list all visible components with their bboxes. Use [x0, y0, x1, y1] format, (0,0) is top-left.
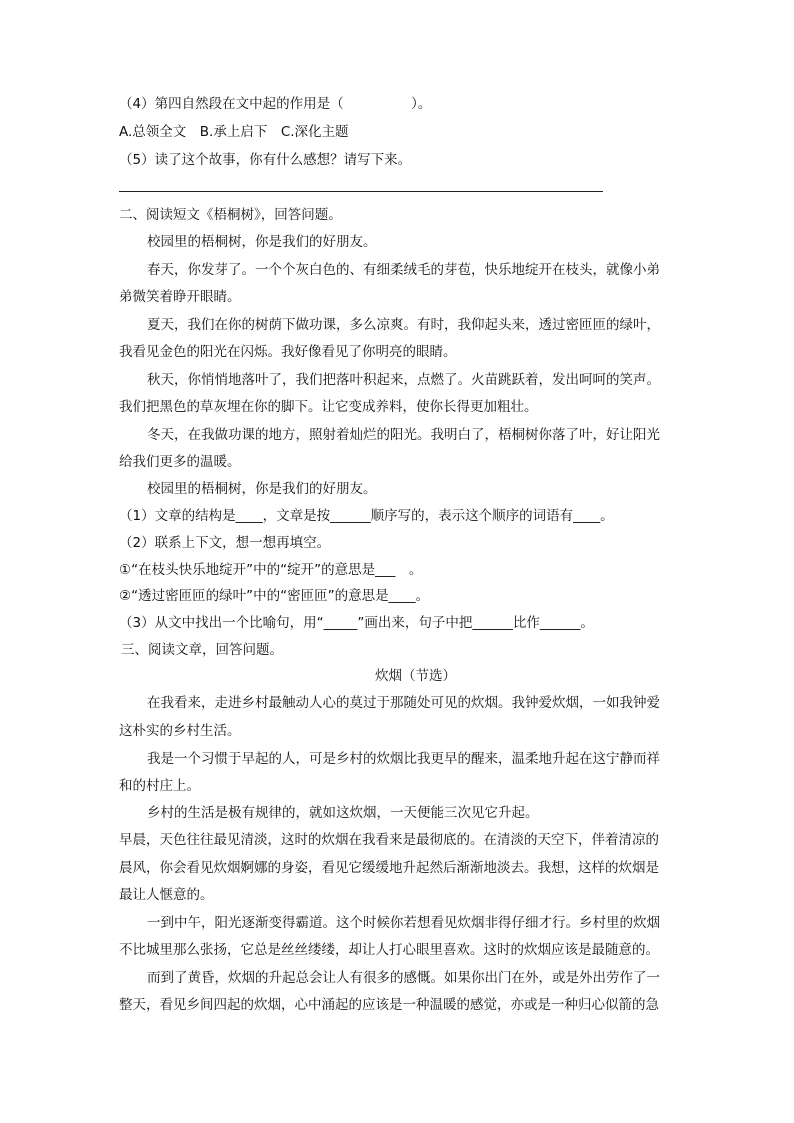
- question-line: ②“透过密匝匝的绿叶”中的“密匝匝”的意思是____。: [119, 588, 430, 604]
- article-title: 炊烟（节选）: [375, 668, 456, 684]
- section2-heading: 二、阅读短文《梧桐树》，回答问题。: [119, 207, 342, 223]
- paragraph-line: 我看见金色的阳光在闪烁。我好像看见了你明亮的眼睛。: [119, 344, 457, 360]
- paragraph-line: 给我们更多的温暖。: [119, 454, 241, 470]
- article-line: 乡村的生活是极有规律的，就如这炊烟，一天便能三次见它升起。: [147, 805, 539, 821]
- article-line: 而到了黄昏，炊烟的升起总会让人有很多的感慨。如果你出门在外，或是外出劳作了一: [147, 970, 660, 986]
- question-line: ①“在枝头快乐地绽开”中的“绽开”的意思是___ 。: [119, 562, 423, 578]
- article-line: 最让人惬意的。: [119, 887, 214, 903]
- paragraph-line: 弟微笑着睁开眼睛。: [119, 289, 241, 305]
- paragraph-line: 夏天，我们在你的树荫下做功课，多么凉爽。有时，我仰起头来，透过密匝匝的绿叶，: [147, 317, 660, 333]
- article-line: 不比城里那么张扬，它总是丝丝缕缕，却让人打心眼里喜欢。这时的炊烟应该是最随意的。: [119, 942, 659, 958]
- article-line: 和的村庄上。: [119, 778, 200, 794]
- q4-options: A.总领全文 B.承上启下 C.深化主题: [119, 124, 349, 140]
- paragraph-line: 校园里的梧桐树，你是我们的好朋友。: [147, 481, 377, 497]
- paragraph-line: 春天，你发芽了。一个个灰白色的、有细柔绒毛的芽苞，快乐地绽开在枝头，就像小弟: [147, 262, 660, 278]
- answer-line: [119, 191, 603, 192]
- paragraph-line: 我们把黑色的草灰埋在你的脚下。让它变成养料，使你长得更加粗壮。: [119, 399, 538, 415]
- paragraph-line: 冬天，在我做功课的地方，照射着灿烂的阳光。我明白了，梧桐树你落了叶，好让阳光: [147, 427, 660, 443]
- question-line: （3）从文中找出一个比喻句，用“_____”画出来，句子中把______比作______。: [119, 615, 594, 631]
- article-line: 我是一个习惯于早起的人，可是乡村的炊烟比我更早的醒来，温柔地升起在这宁静而祥: [147, 751, 660, 767]
- section3-heading: 三、阅读文章，回答问题。: [121, 642, 283, 658]
- article-line: 一到中午，阳光逐渐变得霸道。这个时候你若想看见炊烟非得仔细才行。乡村里的炊烟: [147, 915, 660, 931]
- article-line: 晨风，你会看见炊烟婀娜的身姿，看见它缓缓地升起然后渐渐地淡去。我想，这样的炊烟是: [119, 860, 659, 876]
- article-line: 这朴实的乡村生活。: [119, 723, 241, 739]
- paragraph-line: 秋天，你悄悄地落叶了，我们把落叶积起来，点燃了。火苗跳跃着，发出呵呵的笑声。: [147, 372, 660, 388]
- paragraph-line: 校园里的梧桐树，你是我们的好朋友。: [147, 234, 377, 250]
- q4-text: （4）第四自然段在文中起的作用是（ ）。: [119, 96, 432, 112]
- q5-text: （5）读了这个故事，你有什么感想？请写下来。: [119, 152, 412, 168]
- article-line: 整天，看见乡间四起的炊烟，心中涌起的应该是一种温暖的感觉，亦或是一种归心似箭的急: [119, 997, 659, 1013]
- article-line: 早晨，天色往往最见清淡，这时的炊烟在我看来是最彻底的。在清淡的天空下，伴着清凉的: [119, 832, 659, 848]
- article-line: 在我看来，走进乡村最触动人心的莫过于那随处可见的炊烟。我钟爱炊烟，一如我钟爱: [147, 695, 660, 711]
- question-line: （2）联系上下文，想一想再填空。: [119, 535, 331, 551]
- question-line: （1）文章的结构是____，文章是按______顺序写的，表示这个顺序的词语有____。: [119, 508, 614, 524]
